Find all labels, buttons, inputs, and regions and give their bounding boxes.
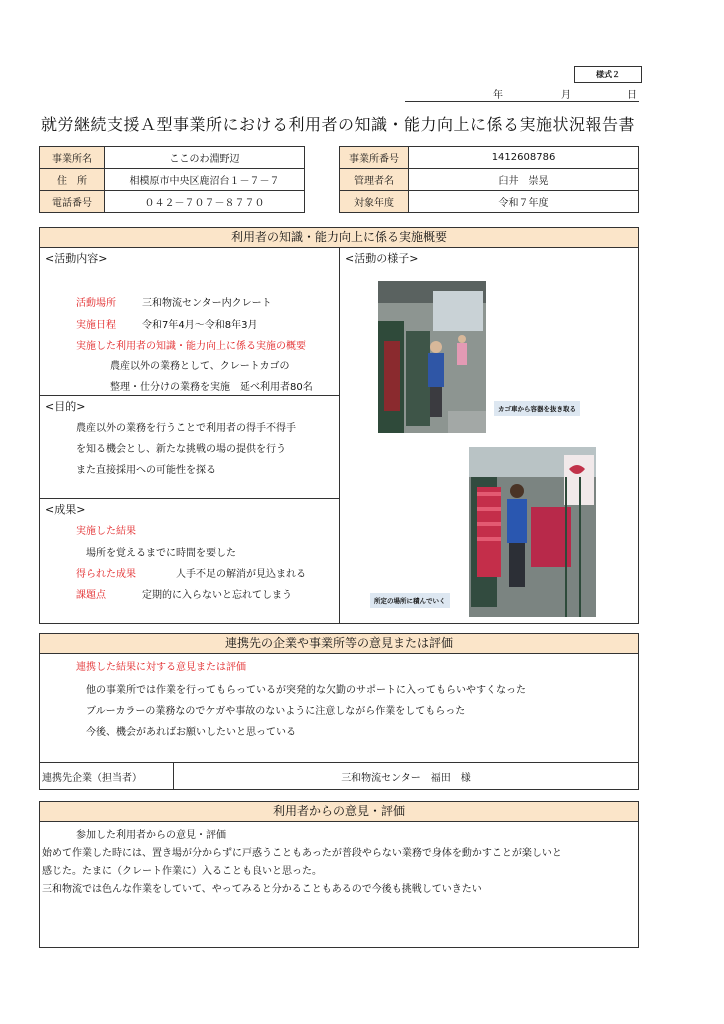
office-number-label: 事業所番号 — [340, 147, 409, 169]
office-name-label: 事業所名 — [40, 147, 105, 169]
manager-label: 管理者名 — [340, 169, 409, 191]
overview-section — [39, 227, 639, 624]
partner-section — [39, 633, 639, 790]
activity-photo-1 — [378, 281, 486, 433]
info-row — [340, 169, 639, 191]
info-row — [340, 191, 639, 213]
summary-line: 農産以外の業務として、クレートカゴの — [110, 361, 290, 372]
fiscal-year-label: 対象年度 — [340, 191, 409, 213]
address-label: 住 所 — [40, 169, 105, 191]
results-heading: <成果> — [45, 503, 86, 516]
summary-line: 整理・仕分けの業務を実施 延べ利用者80名 — [110, 382, 313, 393]
column-divider — [339, 247, 340, 624]
divider — [40, 498, 339, 499]
company-label: 連携先企業（担当者） — [42, 773, 142, 784]
info-row — [40, 147, 305, 169]
office-info-right — [339, 146, 639, 213]
fiscal-year-value: 令和７年度 — [409, 191, 639, 213]
partner-sub-label: 連携した結果に対する意見または評価 — [76, 662, 246, 673]
date-line — [405, 84, 639, 102]
partner-heading: 連携先の企業や事業所等の意見または評価 — [40, 634, 638, 654]
scene-heading: <活動の様子> — [345, 252, 419, 265]
form-number: 様式２ — [574, 66, 642, 83]
users-sub-label: 参加した利用者からの意見・評価 — [76, 830, 226, 841]
divider — [40, 395, 339, 396]
date-year: 年 — [493, 90, 503, 101]
partner-line: ブルーカラーの業務なのでケガや事故のないように注意しながら作業をしてもらった — [86, 706, 466, 717]
users-line: 感じた。たまに（クレート作業に）入ることも良いと思った。 — [42, 866, 322, 877]
office-name-value: ここのわ淵野辺 — [105, 147, 305, 169]
partner-line: 他の事業所では作業を行ってもらっているが突発的な欠勤のサポートに入ってもらいやすくなった — [86, 685, 526, 696]
purpose-line: また直接採用への可能性を探る — [76, 465, 216, 476]
page-title: 就労継続支援Ａ型事業所における利用者の知識・能力向上に係る実施状況報告書 — [40, 115, 635, 134]
warehouse-photo-icon — [469, 447, 596, 617]
company-value: 三和物流センター 福田 様 — [341, 773, 471, 784]
activity-heading: <活動内容> — [45, 252, 108, 265]
users-section — [39, 801, 639, 948]
address-value: 相模原市中央区鹿沼台１－７－７ — [105, 169, 305, 191]
info-row — [40, 191, 305, 213]
purpose-line: 農産以外の業務を行うことで利用者の得手不得手 — [76, 423, 296, 434]
divider — [40, 762, 638, 763]
users-line: 始めて作業した時には、置き場が分からずに戸惑うこともあったが普段やらない業務で身体を動かすことが楽しいと — [42, 848, 562, 859]
done-label: 実施した結果 — [76, 526, 136, 537]
issue-label: 課題点 — [76, 590, 106, 601]
users-heading: 利用者からの意見・評価 — [40, 802, 638, 822]
purpose-line: を知る機会とし、新たな挑戦の場の提供を行う — [76, 444, 286, 455]
office-info-left — [39, 146, 305, 213]
info-row — [340, 147, 639, 169]
manager-value: 臼井 崇晃 — [409, 169, 639, 191]
issue-value: 定期的に入らないと忘れてしまう — [142, 590, 292, 601]
period-value: 令和7年4月～令和8年3月 — [142, 320, 258, 331]
phone-label: 電話番号 — [40, 191, 105, 213]
summary-label: 実施した利用者の知識・能力向上に係る実施の概要 — [76, 341, 306, 352]
done-value: 場所を覚えるまでに時間を要した — [86, 548, 236, 559]
gained-label: 得られた成果 — [76, 569, 136, 580]
purpose-heading: <目的> — [45, 400, 86, 413]
warehouse-photo-icon — [378, 281, 486, 433]
users-line: 三和物流では色んな作業をしていて、やってみると分かることもあるので今後も挑戦していきたい — [42, 884, 482, 895]
partner-line: 今後、機会があればお願いしたいと思っている — [86, 727, 296, 738]
gained-value: 人手不足の解消が見込まれる — [176, 569, 306, 580]
place-value: 三和物流センター内クレート — [142, 298, 272, 309]
date-month: 月 — [561, 90, 571, 101]
info-row — [40, 169, 305, 191]
office-number-value: 1412608786 — [409, 147, 639, 169]
date-day: 日 — [627, 90, 637, 101]
place-label: 活動場所 — [76, 298, 116, 309]
period-label: 実施日程 — [76, 320, 116, 331]
overview-heading: 利用者の知識・能力向上に係る実施概要 — [40, 228, 638, 248]
photo-caption-1: カゴ車から容器を抜き取る — [494, 401, 580, 416]
photo-caption-2: 所定の場所に積んでいく — [370, 593, 450, 608]
phone-value: ０４２－７０７－８７７０ — [105, 191, 305, 213]
activity-photo-2 — [469, 447, 596, 617]
